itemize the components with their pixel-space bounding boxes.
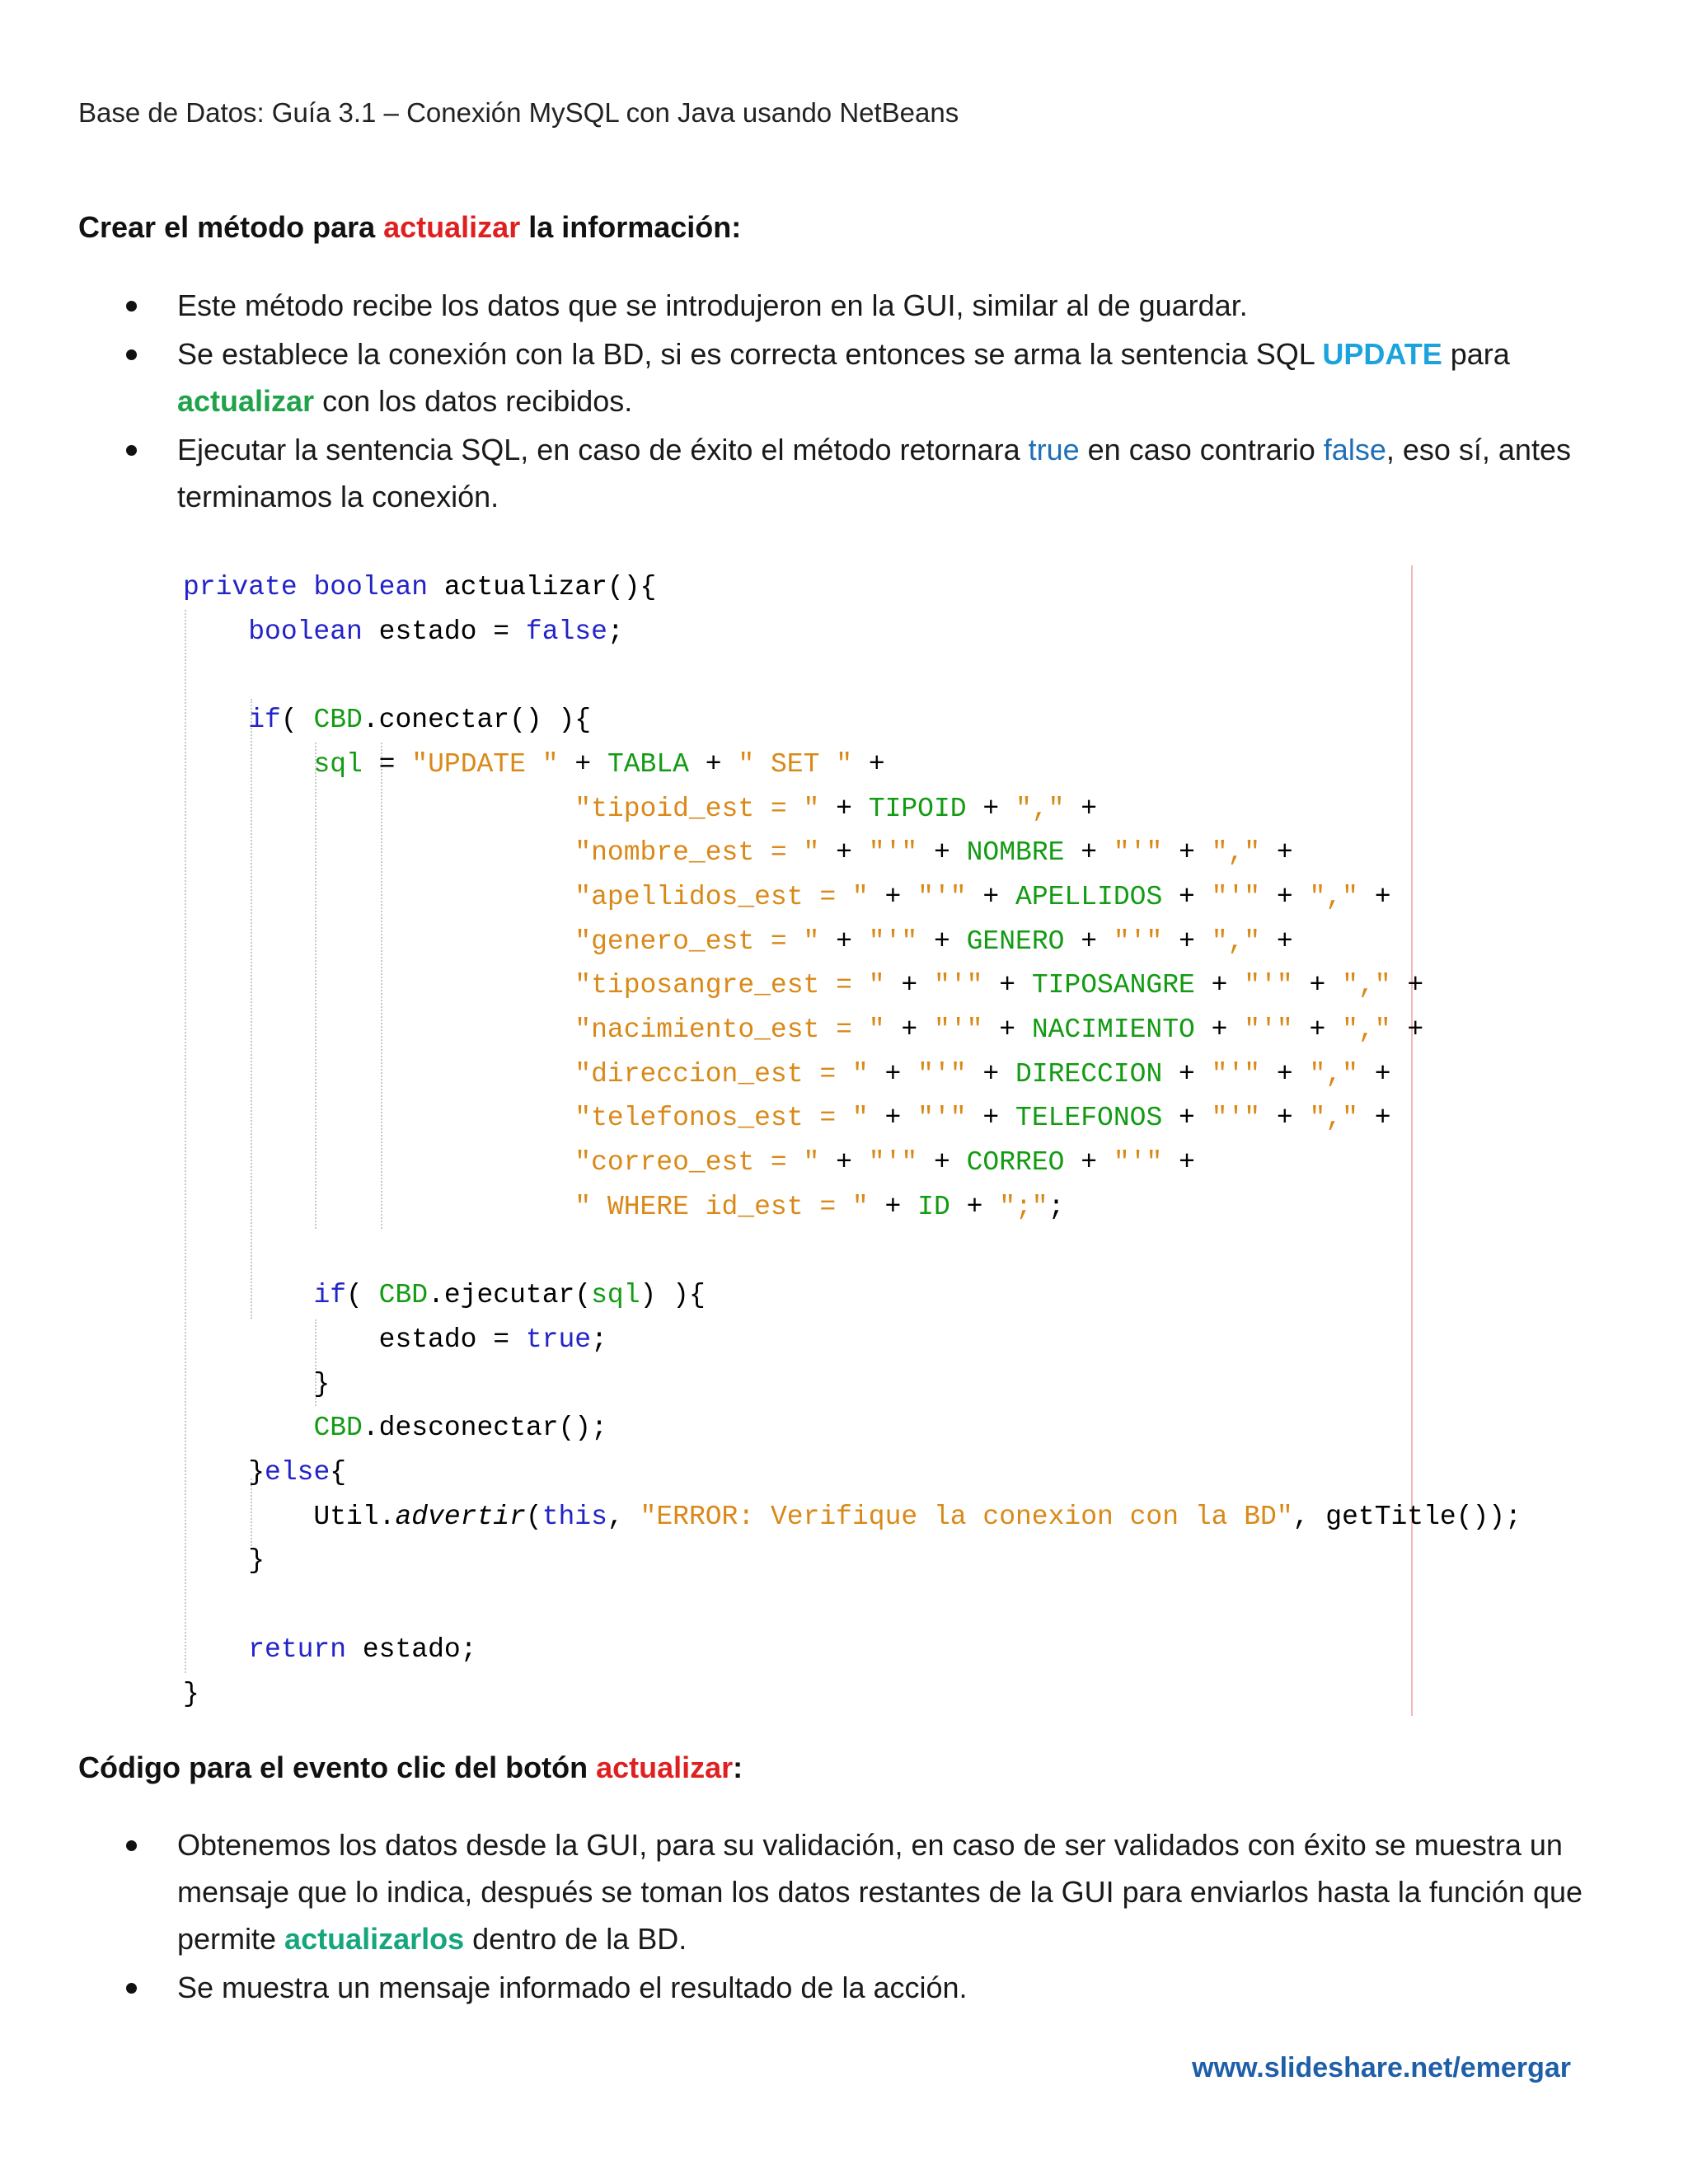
section-heading-button-event bbox=[78, 1750, 743, 1785]
keyword-actualizar: actualizar bbox=[177, 384, 315, 418]
list-item bbox=[78, 282, 1611, 329]
code-token: else bbox=[265, 1457, 331, 1488]
code-token: return bbox=[248, 1633, 347, 1665]
code-token: "nacimiento_est = " bbox=[574, 1015, 885, 1046]
code-token: , getTitle()); bbox=[1292, 1501, 1522, 1532]
keyword-false: false bbox=[1323, 433, 1386, 466]
bullet-icon bbox=[126, 301, 137, 312]
code-token: " WHERE id_est = " bbox=[574, 1191, 869, 1222]
code-token: actualizar(){ bbox=[428, 572, 657, 602]
code-token: this bbox=[542, 1501, 607, 1532]
code-token: } bbox=[183, 1678, 199, 1709]
code-token: TELEFONOS bbox=[1015, 1103, 1163, 1134]
method-bullet-list bbox=[78, 282, 1611, 522]
list-item bbox=[78, 426, 1611, 520]
bullet-icon bbox=[126, 1983, 137, 1994]
list-item bbox=[78, 330, 1611, 424]
code-token: ; bbox=[607, 616, 624, 647]
code-token: "nombre_est = " bbox=[574, 837, 820, 869]
code-token: ( bbox=[280, 705, 314, 736]
bullet-icon bbox=[126, 445, 137, 456]
heading-highlight: actualizar bbox=[383, 210, 521, 244]
bullet-text: Se establece la conexión con la BD, si es correcta entonces se arma la sentencia SQL bbox=[177, 337, 1323, 371]
code-token: GENERO bbox=[966, 926, 1065, 957]
bullet-text: Se muestra un mensaje informado el resultado de la acción. bbox=[177, 1971, 968, 2004]
page-header: Base de Datos: Guía 3.1 – Conexión MySQL con Java usando NetBeans bbox=[78, 97, 959, 128]
code-token: " SET " bbox=[738, 748, 853, 780]
code-token: CORREO bbox=[966, 1147, 1065, 1179]
bullet-text: Este método recibe los datos que se introdujeron en la GUI, similar al de guardar. bbox=[177, 288, 1248, 322]
heading-text-end: la información: bbox=[520, 210, 742, 244]
code-token: TABLA bbox=[607, 748, 689, 780]
keyword-update: UPDATE bbox=[1322, 337, 1442, 371]
code-token: "apellidos_est = " bbox=[574, 881, 869, 912]
code-token: ID bbox=[917, 1191, 950, 1222]
code-token: sql bbox=[591, 1280, 640, 1311]
code-token bbox=[298, 572, 314, 602]
bullet-icon bbox=[126, 349, 137, 360]
footer-url: www.slideshare.net/emergar bbox=[1192, 2052, 1571, 2083]
code-token: APELLIDOS bbox=[1015, 881, 1163, 912]
list-item bbox=[78, 1821, 1611, 1962]
code-token: "correo_est = " bbox=[574, 1147, 820, 1179]
code-token: CBD bbox=[313, 705, 363, 736]
code-token: "genero_est = " bbox=[574, 926, 820, 957]
heading-text: Crear el método para bbox=[78, 210, 384, 244]
heading-text: Código para el evento clic del botón bbox=[78, 1750, 597, 1784]
code-token: NOMBRE bbox=[966, 837, 1065, 869]
code-token: sql bbox=[313, 748, 363, 780]
code-token: private bbox=[183, 572, 298, 602]
code-token: } bbox=[183, 1545, 265, 1577]
code-token: CBD bbox=[378, 1280, 429, 1311]
bullet-text: , eso sí, antes terminamos la conexión. bbox=[177, 433, 1571, 513]
code-token: "direccion_est = " bbox=[574, 1058, 869, 1090]
code-token: false bbox=[525, 616, 607, 647]
code-token: NACIMIENTO bbox=[1031, 1015, 1195, 1046]
keyword-true: true bbox=[1028, 433, 1080, 466]
code-token: DIRECCION bbox=[1015, 1058, 1163, 1090]
section-heading-update-method bbox=[78, 210, 741, 245]
code-token: boolean bbox=[313, 572, 429, 602]
code-token: } bbox=[183, 1368, 331, 1399]
code-token: "ERROR: Verifique la conexion con la BD" bbox=[640, 1501, 1293, 1532]
code-token: .desconectar(); bbox=[362, 1413, 607, 1444]
code-token: estado = bbox=[362, 616, 526, 647]
code-token: CBD bbox=[313, 1413, 363, 1444]
bullet-text: en caso contrario bbox=[1079, 433, 1324, 466]
bullet-text: Ejecutar la sentencia SQL, en caso de éxito el método retornara bbox=[177, 433, 1029, 466]
code-token: "tipoid_est = " bbox=[574, 793, 820, 824]
bullet-text: dentro de la BD. bbox=[464, 1922, 687, 1956]
code-token: } bbox=[183, 1457, 265, 1488]
heading-highlight: actualizar bbox=[596, 1750, 734, 1784]
code-token: TIPOID bbox=[868, 793, 967, 824]
code-token: "," bbox=[1015, 793, 1065, 824]
code-token: .conectar() ){ bbox=[362, 705, 592, 736]
event-bullet-list bbox=[78, 1821, 1611, 2013]
code-token: if bbox=[248, 705, 281, 736]
code-token: "tiposangre_est = " bbox=[574, 970, 885, 1001]
list-item bbox=[78, 1964, 1611, 2011]
code-token: TIPOSANGRE bbox=[1031, 970, 1195, 1001]
code-token: boolean bbox=[248, 616, 363, 647]
code-token: estado; bbox=[346, 1633, 477, 1665]
code-token: advertir bbox=[395, 1501, 526, 1532]
code-token: Util. bbox=[183, 1501, 396, 1532]
code-screenshot bbox=[183, 565, 1522, 1716]
bullet-text: para bbox=[1442, 337, 1510, 371]
code-token: "UPDATE " bbox=[411, 748, 559, 780]
bullet-icon bbox=[126, 1840, 137, 1851]
code-token: "telefonos_est = " bbox=[574, 1103, 869, 1134]
code-listing: private boolean actualizar(){ boolean estado = false; if( CBD.conectar() ){ sql = "UPDATE " + TABLA + " SET " + "tipoid_est = " + TIPOID + "," + "nombre_est = " + "'" + NOMBRE + "'" + "," + "apellidos_est = " + "'" + APELLIDOS + "'" + "," + "genero_est = " + "'" + GENERO + "'" + "," + "tiposangre_est = " + "'" + TIPOSANGRE + "'" + "," + "nacimiento_est = " + "'" + NACIMIENTO + "'" + "," + "direccion_est = " + "'" + DIRECCION + "'" + "," + "telefonos_est = " + "'" + TELEFONOS + "'" + "," + "correo_est = " + "'" + CORREO + "'" + " WHERE id_est = " + ID + ";"; if( CBD.ejecutar(sql) ){ estado = true; } CBD.desconectar(); }else{ Util.advertir(this, "ERROR: Verifique la conexion con la BD", getTitle()); } return estado; } bbox=[183, 572, 1522, 1709]
code-token: true bbox=[525, 1324, 592, 1355]
bullet-text: con los datos recibidos. bbox=[314, 384, 633, 418]
keyword-actualizarlos: actualizarlos bbox=[284, 1922, 465, 1956]
heading-text-end: : bbox=[733, 1750, 743, 1784]
code-token: if bbox=[313, 1280, 347, 1311]
bullet-text: Obtenemos los datos desde la GUI, para su validación, en caso de ser validados con éxito se muestra un mensaje que lo indica, después se toman los datos restantes de la GUI para enviarlos hasta la función que permite bbox=[177, 1828, 1583, 1956]
